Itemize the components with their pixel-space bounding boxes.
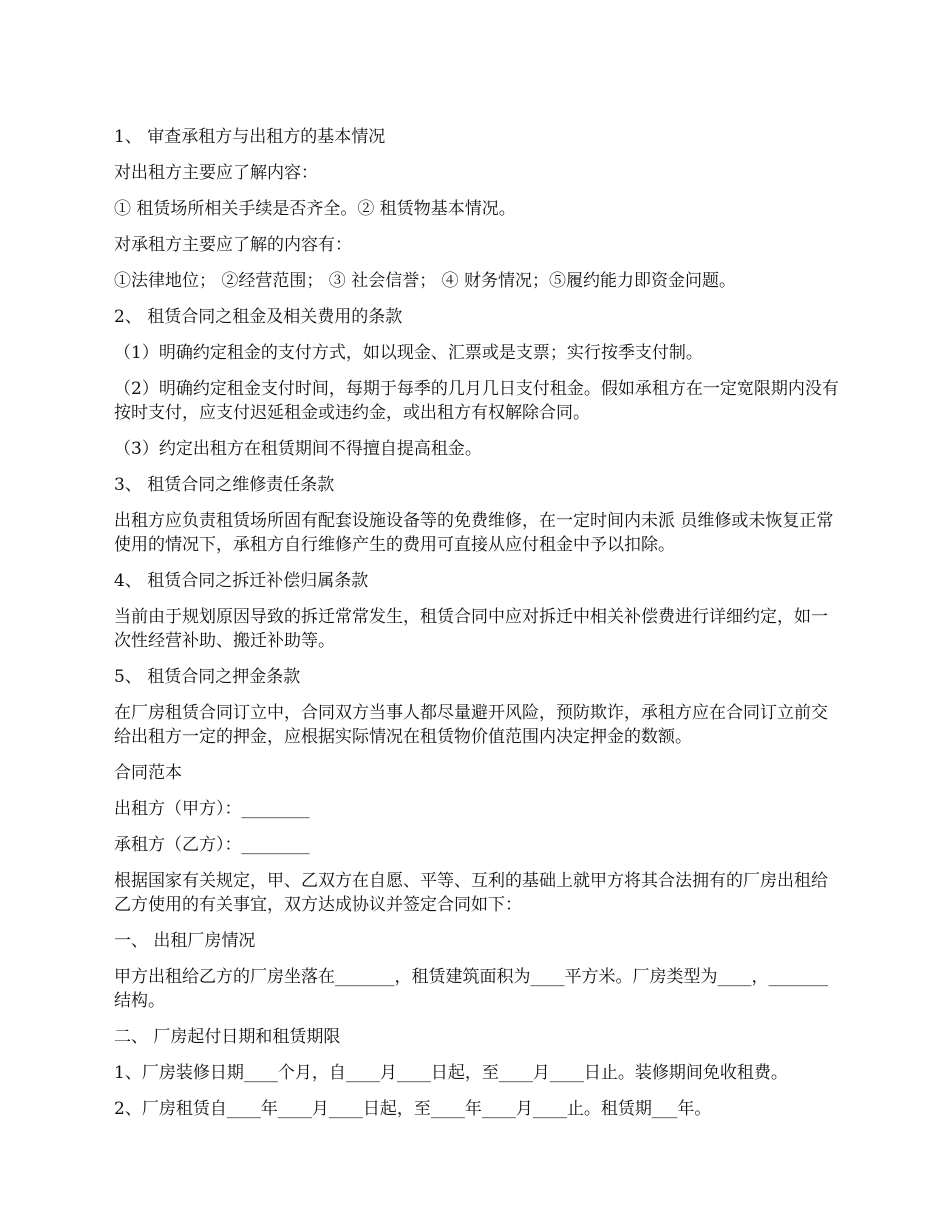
section-heading: 4、 租赁合同之拆迁补偿归属条款 <box>114 571 369 591</box>
paragraph: 当前由于规划原因导致的拆迁常常发生，租赁合同中应对拆迁中相关补偿费进行详细约定，如一次性经营补助、搬迁补助等。 <box>114 607 828 651</box>
lessee-line: 承租方（乙方）：________ <box>114 835 310 855</box>
section-heading: 一、 出租厂房情况 <box>114 931 256 951</box>
paragraph: 对承租方主要应了解的内容有： <box>114 235 352 255</box>
paragraph: （1）明确约定租金的支付方式，如以现金、汇票或是支票；实行按季支付制。 <box>114 343 703 363</box>
section-heading: 5、 租赁合同之押金条款 <box>114 667 301 687</box>
lessor-line: 出租方（甲方）：________ <box>114 799 310 819</box>
paragraph: 对出租方主要应了解内容： <box>114 163 318 183</box>
paragraph: 甲方出租给乙方的厂房坐落在_______，租赁建筑面积为____平方米。厂房类型为____，_______结构。 <box>114 967 828 1011</box>
document-body <box>114 125 844 1133</box>
paragraph: ① 租赁场所相关手续是否齐全。② 租赁物基本情况。 <box>114 199 516 219</box>
paragraph: 1、厂房装修日期____个月，自____月____日起，至____月____日止。装修期间免收租费。 <box>114 1063 788 1083</box>
paragraph: 根据国家有关规定，甲、乙双方在自愿、平等、互利的基础上就甲方将其合法拥有的厂房出租给乙方使用的有关事宜，双方达成协议并签定合同如下： <box>114 871 828 915</box>
paragraph: 出租方应负责租赁场所固有配套设施设备等的免费维修，在一定时间内未派 员维修或未恢复正常使用的情况下，承租方自行维修产生的费用可直接从应付租金中予以扣除。 <box>114 511 834 555</box>
paragraph: 在厂房租赁合同订立中，合同双方当事人都尽量避开风险，预防欺诈，承租方应在合同订立前交给出租方一定的押金，应根据实际情况在租赁物价值范围内决定押金的数额。 <box>114 703 828 747</box>
paragraph: ①法律地位； ②经营范围； ③ 社会信誉； ④ 财务情况；⑤履约能力即资金问题。 <box>114 271 737 291</box>
section-heading: 2、 租赁合同之租金及相关费用的条款 <box>114 307 403 327</box>
section-heading: 二、 厂房起付日期和租赁期限 <box>114 1027 341 1047</box>
contract-template-heading: 合同范本 <box>114 763 182 783</box>
paragraph: （2）明确约定租金支付时间，每期于每季的几月几日支付租金。假如承租方在一定宽限期内没有按时支付，应支付迟延租金或违约金，或出租方有权解除合同。 <box>114 379 839 423</box>
paragraph: （3）约定出租方在租赁期间不得擅自提高租金。 <box>114 439 482 459</box>
section-heading: 1、 审查承租方与出租方的基本情况 <box>114 127 386 147</box>
paragraph: 2、厂房租赁自____年____月____日起，至____年____月____止。租赁期___年。 <box>114 1099 712 1119</box>
section-heading: 3、 租赁合同之维修责任条款 <box>114 475 335 495</box>
